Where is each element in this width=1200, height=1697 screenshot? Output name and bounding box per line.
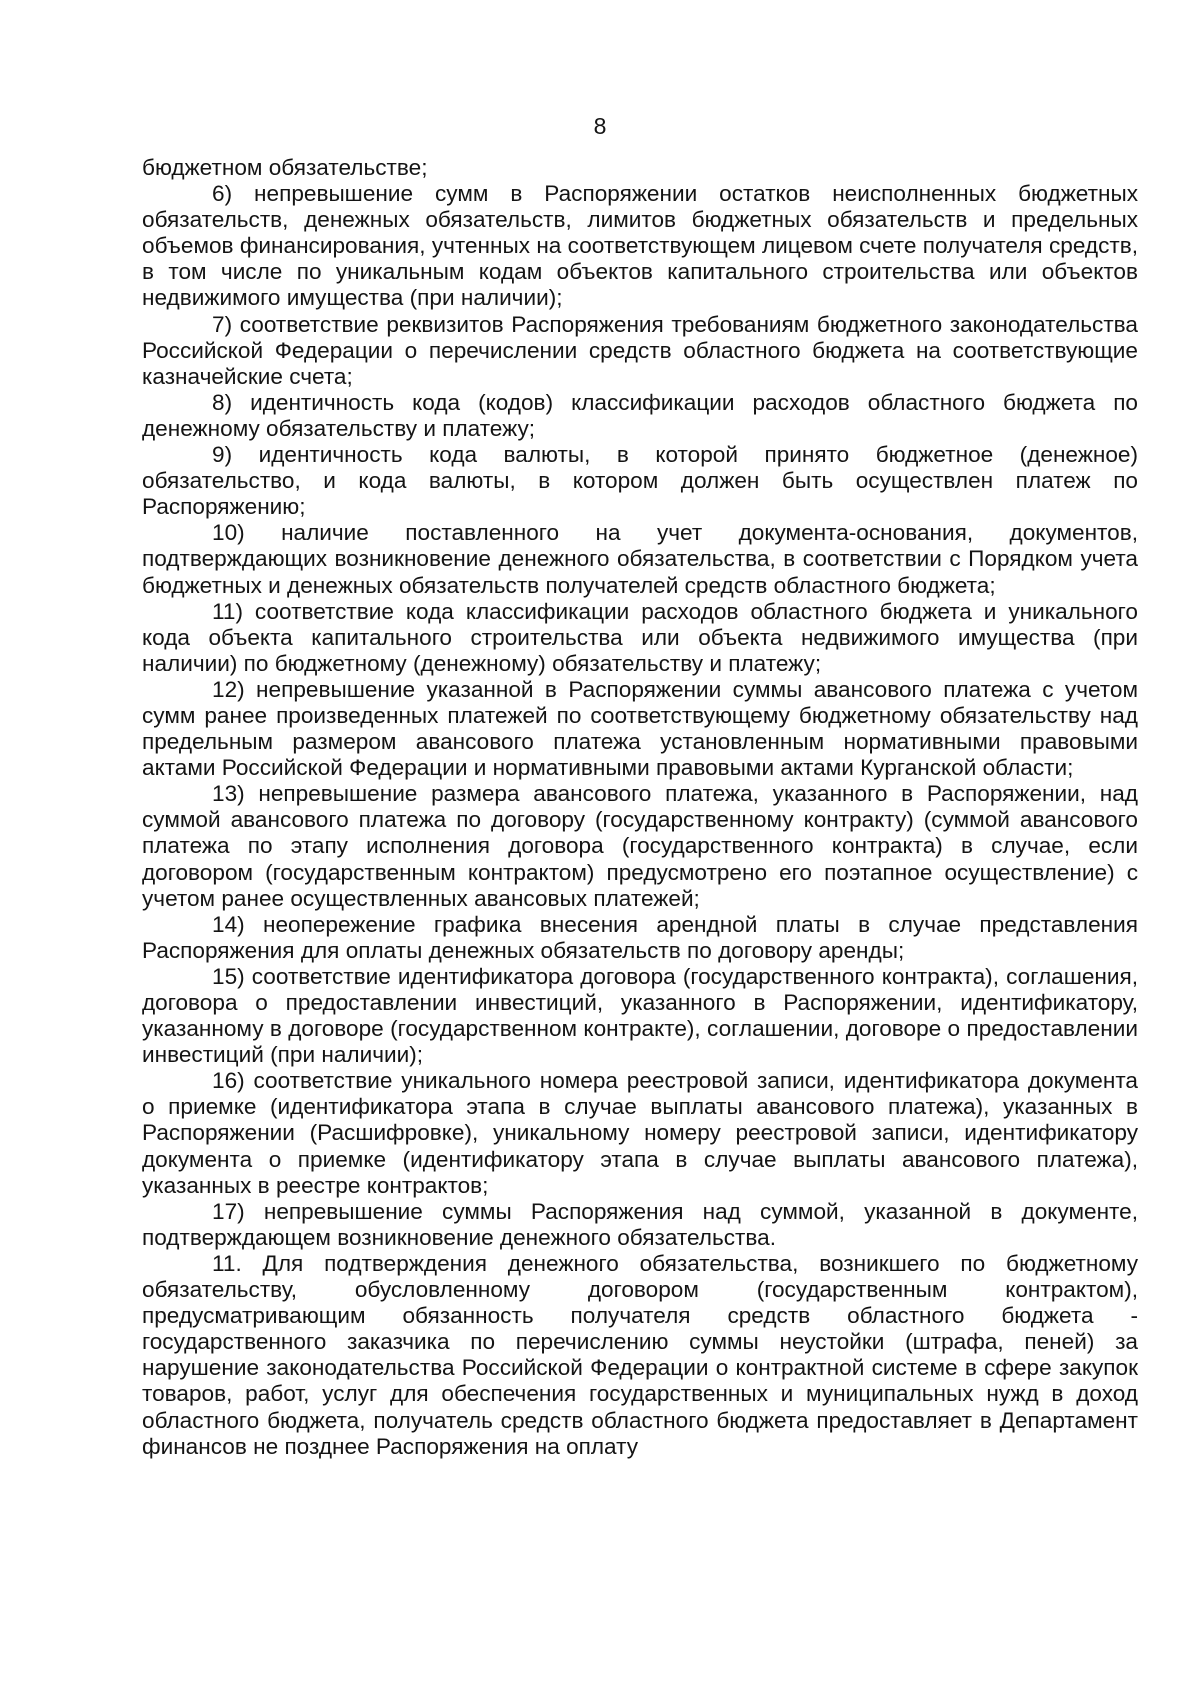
paragraph-item-12: 12) непревышение указанной в Распоряжении суммы авансового платежа с учетом сумм ранее произведенных платежей по соответствующему бюджетному обязательству над предельным размером авансового платежа установленным нормативными правовыми актами Российской Федерации и нормативными правовыми актами Курганской области;: [142, 676, 1138, 781]
page-number: 8: [593, 113, 607, 139]
paragraph-item-17: 17) непревышение суммы Распоряжения над суммой, указанной в документе, подтверждающем возникновение денежного обязательства.: [142, 1198, 1138, 1250]
paragraph-item-15: 15) соответствие идентификатора договора (государственного контракта), соглашения, договора о предоставлении инвестиций, указанного в Распоряжении, идентификатору, указанному в договоре (государственном контракте), соглашении, договоре о предоставлении инвестиций (при наличии);: [142, 963, 1138, 1068]
paragraph-item-6: 6) непревышение сумм в Распоряжении остатков неисполненных бюджетных обязательств, денежных обязательств, лимитов бюджетных обязательств и предельных объемов финансирования, учтенных на соответствующем лицевом счете получателя средств, в том числе по уникальным кодам объектов капитального строительства или объектов недвижимого имущества (при наличии);: [142, 181, 1138, 311]
paragraph-item-13: 13) непревышение размера авансового платежа, указанного в Распоряжении, над суммой авансового платежа по договору (государственному контракту) (суммой авансового платежа по этапу исполнения договора (государственного контракта) в случае, если договором (государственным контрактом) предусмотрено его поэтапное осуществление) с учетом ранее осуществленных авансовых платежей;: [142, 781, 1138, 911]
paragraph-item-16: 16) соответствие уникального номера реестровой записи, идентификатора документа о приемке (идентификатора этапа в случае выплаты авансового платежа), указанных в Распоряжении (Расшифровке), уникальному номеру реестровой записи, идентификатору документа о приемке (идентификатору этапа в случае выплаты авансового платежа), указанных в реестре контрактов;: [142, 1068, 1138, 1198]
paragraph-item-14: 14) неопережение графика внесения арендной платы в случае представления Распоряжения для оплаты денежных обязательств по договору аренды;: [142, 911, 1138, 963]
document-body: [142, 155, 1138, 1460]
paragraph-section-11: 11. Для подтверждения денежного обязательства, возникшего по бюджетному обязательству, обусловленному договором (государственным контрактом), предусматривающим обязанность получателя средств областного бюджета - государственного заказчика по перечислению суммы неустойки (штрафа, пеней) за нарушение законодательства Российской Федерации о контрактной системе в сфере закупок товаров, работ, услуг для обеспечения государственных и муниципальных нужд в доход областного бюджета, получатель средств областного бюджета предоставляет в Департамент финансов не позднее Распоряжения на оплату: [142, 1250, 1138, 1459]
paragraph-item-8: 8) идентичность кода (кодов) классификации расходов областного бюджета по денежному обязательству и платежу;: [142, 389, 1138, 441]
paragraph-item-10: 10) наличие поставленного на учет документа-основания, документов, подтверждающих возникновение денежного обязательства, в соответствии с Порядком учета бюджетных и денежных обязательств получателей средств областного бюджета;: [142, 520, 1138, 598]
paragraph-item-9: 9) идентичность кода валюты, в которой принято бюджетное (денежное) обязательство, и кода валюты, в котором должен быть осуществлен платеж по Распоряжению;: [142, 442, 1138, 520]
paragraph-item-7: 7) соответствие реквизитов Распоряжения требованиям бюджетного законодательства Российской Федерации о перечислении средств областного бюджета на соответствующие казначейские счета;: [142, 311, 1138, 389]
paragraph-item-11: 11) соответствие кода классификации расходов областного бюджета и уникального кода объекта капитального строительства или объекта недвижимого имущества (при наличии) по бюджетному (денежному) обязательству и платежу;: [142, 598, 1138, 676]
paragraph-continuation: бюджетном обязательстве;: [142, 155, 428, 180]
